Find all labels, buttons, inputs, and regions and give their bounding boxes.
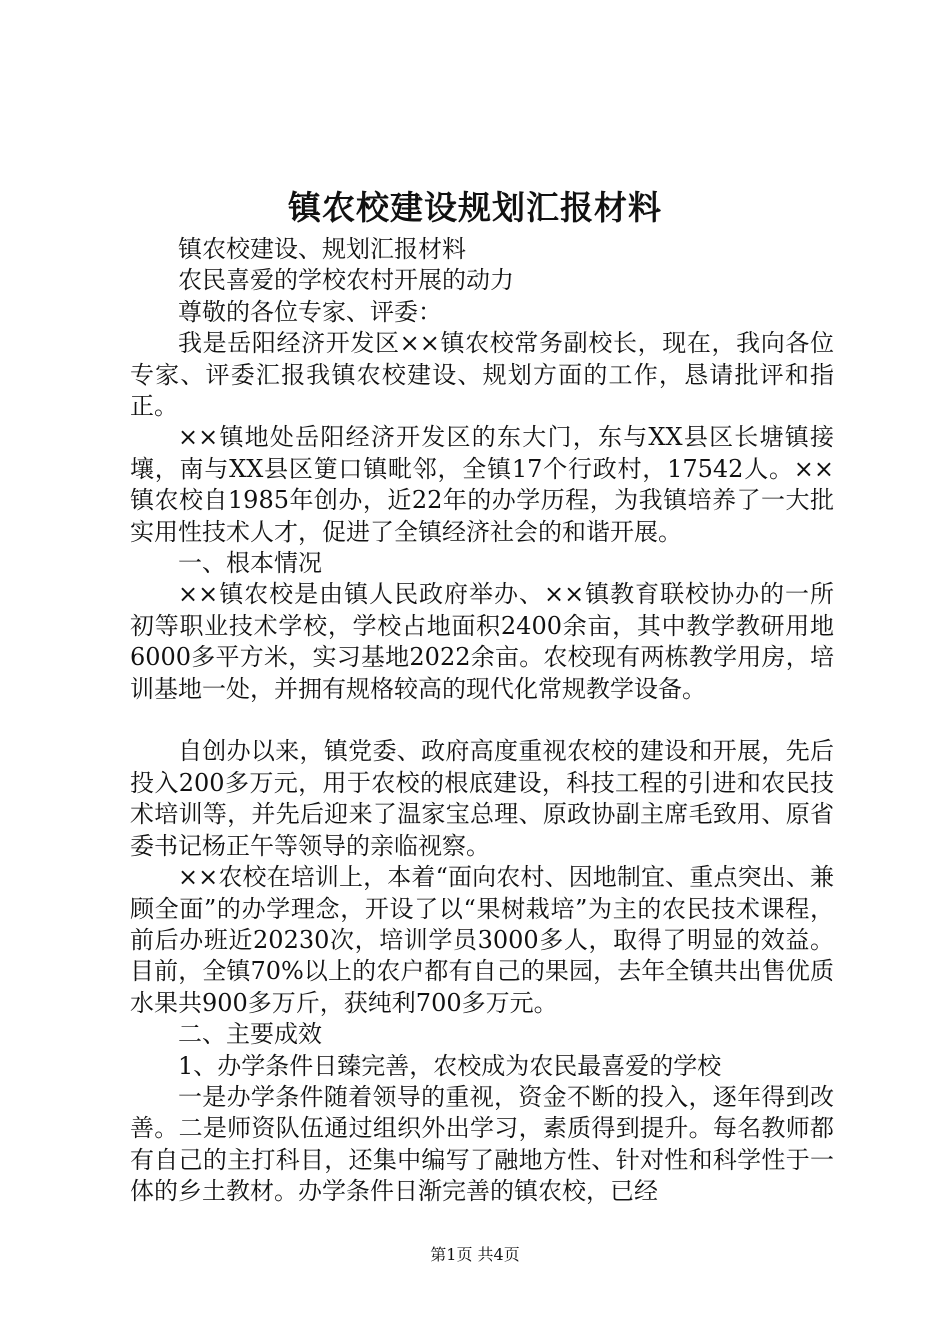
paragraph-training: ××农校在培训上，本着“面向农村、因地制宜、重点突出、兼顾全面”的办学理念，开设了以“果树栽培”为主的农民技术课程，前后办班近20230次，培训学员3000多人，取得了明显的效益。目前，全镇70%以上的农户都有自己的果园，去年全镇共出售优质水果共900多万斤，获纯利700多万元。 (130, 863, 834, 1017)
paragraph-salutation: 尊敬的各位专家、评委： (178, 297, 442, 326)
paragraph-subtitle-2: 农民喜爱的学校农村开展的动力 (178, 266, 514, 295)
paragraph-subtitle-1: 镇农校建设、规划汇报材料 (178, 235, 466, 263)
section-heading-achievements: 二、主要成效 (178, 1020, 322, 1049)
subsection-heading-1: 1、办学条件日臻完善，农校成为农民最喜爱的学校 (178, 1051, 722, 1080)
section-heading-basic: 一、根本情况 (178, 549, 322, 578)
document-title: 镇农校建设规划汇报材料 (288, 188, 662, 227)
document-body (130, 234, 834, 1208)
paragraph-investment: 自创办以来，镇党委、政府高度重视农校的建设和开展，先后投入200多万元，用于农校的根底建设，科技工程的引进和农民技术培训等，并先后迎来了温家宝总理、原政协副主席毛致用、原省委书记杨正午等领导的亲临视察。 (130, 737, 834, 860)
page-footer: 第1页 共4页 (430, 1245, 520, 1264)
paragraph-conditions: 一是办学条件随着领导的重视，资金不断的投入，逐年得到改善。二是师资队伍通过组织外出学习，素质得到提升。每名教师都有自己的主打科目，还集中编写了融地方性、针对性和科学性于一体的乡土教材。办学条件日渐完善的镇农校，已经 (130, 1082, 834, 1206)
paragraph-intro: 我是岳阳经济开发区××镇农校常务副校长，现在，我向各位专家、评委汇报我镇农校建设、规划方面的工作，恳请批评和指正。 (130, 329, 834, 421)
paragraph-basic-info: ××镇农校是由镇人民政府举办、××镇教育联校协办的一所初等职业技术学校，学校占地面积2400余亩，其中教学教研用地6000多平方米，实习基地2022余亩。农校现有两栋教学用房，培训基地一处，并拥有规格较高的现代化常规教学设备。 (130, 580, 834, 703)
paragraph-gap (130, 705, 834, 736)
paragraph-location: ××镇地处岳阳经济开发区的东大门，东与XX县区长塘镇接壤，南与XX县区筻口镇毗邻，全镇17个行政村，17542人。××镇农校自1985年创办，近22年的办学历程，为我镇培养了一大批实用性技术人才，促进了全镇经济社会的和谐开展。 (130, 423, 834, 546)
